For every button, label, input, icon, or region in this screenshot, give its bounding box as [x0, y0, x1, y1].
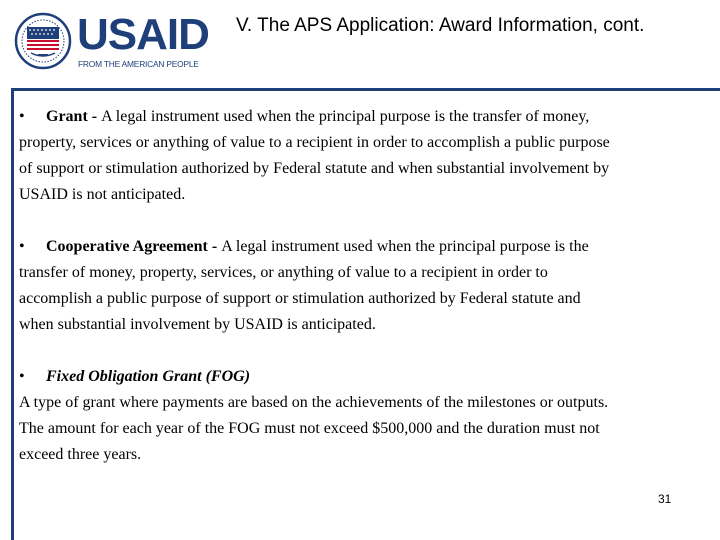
usaid-seal-icon: [14, 12, 72, 70]
slide-title: V. The APS Application: Award Information, cont.: [236, 15, 645, 36]
definition-cooperative-agreement: A legal instrument used when the principal purpose is the transfer of money, property, services, or anything of value to a recipient in order to accomplish a public purpose of support or stimulation authorized by Federal statute and when substantial involvement by USAID is anticipated.: [19, 238, 589, 333]
list-item-cooperative-agreement: [19, 234, 619, 338]
term-separator: -: [207, 238, 222, 255]
definitions-list: [19, 104, 619, 494]
term-separator: -: [87, 108, 102, 125]
bullet: •: [19, 108, 25, 125]
term-cooperative-agreement: Cooperative Agreement: [46, 238, 208, 255]
list-item-fog: [19, 364, 619, 468]
usaid-wordmark: USAID: [77, 10, 209, 59]
definition-grant: A legal instrument used when the principal purpose is the transfer of money, property, services or anything of value to a recipient in order to accomplish a public purpose of support or stimulation authorized by Federal statute and when substantial involvement by USAID is not anticipated.: [19, 108, 610, 203]
left-border: [11, 88, 14, 540]
term-fog: Fixed Obligation Grant (FOG): [46, 368, 251, 385]
page-number: 31: [658, 492, 672, 506]
header-divider: [11, 88, 720, 91]
term-grant: Grant: [46, 108, 88, 125]
definition-fog: A type of grant where payments are based on the achievements of the milestones or outputs. The amount for each year of the FOG must not exceed $500,000 and the duration must not exceed three years.: [19, 394, 609, 463]
list-item-grant: [19, 104, 619, 208]
usaid-tagline: FROM THE AMERICAN PEOPLE: [78, 59, 199, 69]
bullet: •: [19, 238, 25, 255]
usaid-logo: [14, 10, 209, 72]
bullet: •: [19, 368, 25, 385]
